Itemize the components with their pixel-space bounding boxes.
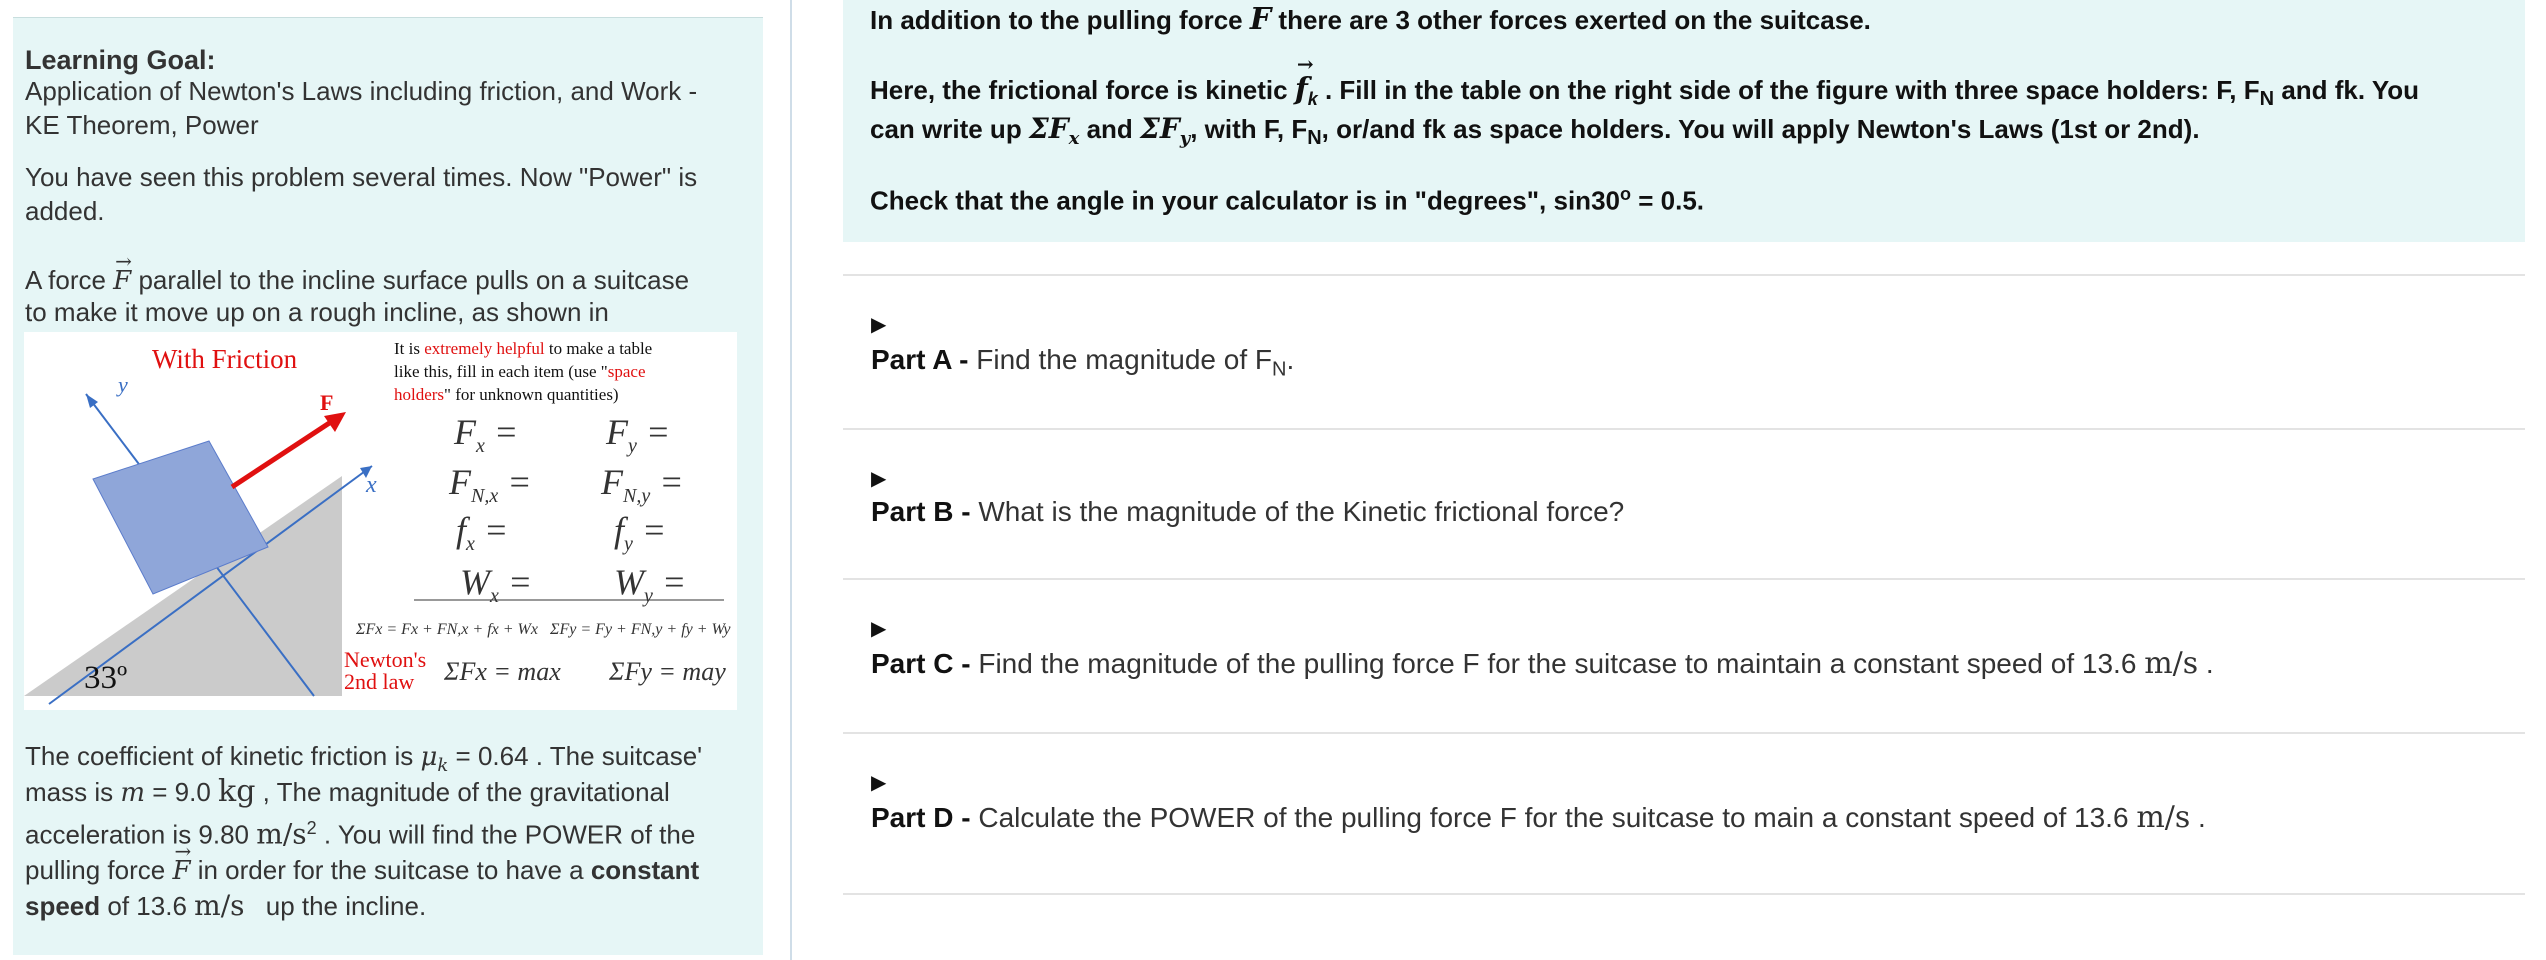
table-fny: $F_{N,y}$ = — [601, 462, 684, 507]
instr4-prefix: Check that the angle in your calculator is in "degrees", sin30 — [870, 185, 1620, 216]
pulling-force-line — [25, 852, 699, 889]
table-wx: $W_x$ = — [460, 562, 533, 607]
column-divider — [790, 0, 792, 960]
table-fy: $F_y$ = — [606, 412, 671, 457]
part-d-id: Part D - — [871, 802, 971, 833]
mass-value: = 9.0 — [152, 777, 211, 807]
newton-label-1: Newton's — [344, 647, 427, 672]
speed-unit: m/s — [194, 889, 245, 922]
part-a-section[interactable] — [843, 274, 2525, 430]
parts-bottom-rule — [843, 893, 2525, 895]
part-c-section[interactable] — [843, 578, 2525, 734]
instr1-force-symbol: F — [1249, 2, 1272, 37]
table-fnx: $F_{N,x}$ = — [449, 462, 532, 507]
coef-prefix: The coefficient of kinetic friction is — [25, 741, 414, 771]
x-axis-label: x — [366, 472, 377, 498]
table-fx: $F_x$ = — [454, 412, 519, 457]
y-axis-label: y — [118, 372, 128, 397]
sum-equation-x: ΣFx = Fx + FN,x + fx + Wx — [356, 621, 538, 638]
acceleration-line — [25, 810, 695, 853]
instr2-friction-sub: k — [1307, 89, 1318, 110]
incline-diagram — [24, 332, 737, 710]
part-d-expand-icon[interactable]: ▶ — [871, 772, 887, 794]
pull-prefix: pulling force — [25, 855, 166, 885]
part-d-label[interactable] — [871, 800, 2206, 835]
instr3-n-sub: N — [1307, 127, 1322, 150]
part-b-id: Part B - — [871, 496, 971, 527]
table-wy: $W_y$ = — [614, 562, 687, 607]
instruction-line1 — [870, 2, 1871, 37]
learning-goal-heading: Learning Goal: — [25, 45, 216, 75]
instr3-sum-y-sub: y — [1179, 128, 1191, 150]
part-a-subscript: N — [1272, 358, 1287, 381]
instr2-suffix: and fk. You — [2281, 75, 2420, 105]
force-desc-prefix: A force — [25, 265, 106, 295]
table-note-line1: It is extremely helpful to make a table — [394, 339, 653, 358]
part-c-speed-unit: m/s — [2144, 646, 2199, 681]
force-label: F — [320, 390, 334, 415]
part-c-label[interactable] — [871, 646, 2214, 681]
force-vector-symbol: → F — [113, 263, 131, 299]
part-c-expand-icon[interactable]: ▶ — [871, 618, 887, 640]
force-table — [448, 412, 686, 607]
part-a-expand-icon[interactable]: ▶ — [871, 314, 887, 336]
part-d-speed-unit: m/s — [2136, 800, 2191, 835]
accel-unit: m/s — [256, 817, 307, 851]
instr3-and: and — [1086, 114, 1133, 144]
coef-value: = 0.64 . The suitcase' — [455, 741, 703, 771]
instr3-sum-x-sub: x — [1068, 128, 1080, 150]
force-desc-suffix: parallel to the incline surface pulls on a suitcase — [138, 265, 690, 295]
figure-title: With Friction — [152, 344, 298, 374]
instr4-suffix: = 0.5. — [1638, 185, 1705, 216]
instruction-line4 — [870, 184, 1704, 217]
instr3-suffix: , or/and fk as space holders. You will apply Newton's Laws (1st or 2nd). — [1321, 114, 2200, 144]
pull-force-vector: → F — [172, 853, 190, 889]
instr2-friction-symbol: → f — [1295, 72, 1308, 107]
instr3-middle: , with F, F — [1190, 114, 1308, 144]
mu-symbol: μ — [420, 742, 438, 772]
instr3-sum-y: ΣF — [1140, 112, 1180, 145]
accel-exponent: 2 — [306, 818, 317, 838]
incline-figure — [24, 332, 737, 710]
instr1-suffix: there are 3 other forces exerted on the suitcase. — [1278, 5, 1871, 35]
part-b-label[interactable] — [871, 496, 1624, 528]
part-c-tail: . — [2198, 648, 2214, 679]
newton-equation-x: ΣFx = max — [444, 657, 561, 686]
part-a-label[interactable] — [871, 344, 1294, 382]
accel-prefix: acceleration is 9.80 — [25, 819, 250, 850]
part-d-tail: . — [2190, 802, 2206, 833]
instr3-sum-x: ΣF — [1028, 112, 1069, 145]
instructions-box — [843, 0, 2525, 242]
accel-suffix: . You will find the POWER of the — [323, 819, 696, 850]
part-a-tail: . — [1286, 344, 1295, 375]
mass-symbol: m — [120, 778, 146, 808]
newton-label-2: 2nd law — [344, 669, 415, 694]
table-fry: $f_y$ = — [614, 510, 667, 555]
speed-emphasis: speed — [25, 891, 101, 921]
mass-unit: kg — [218, 774, 256, 809]
pull-middle: in order for the suitcase to have a — [197, 855, 584, 885]
instr2-prefix: Here, the frictional force is kinetic — [870, 75, 1288, 105]
part-d-section[interactable] — [843, 732, 2525, 895]
part-b-expand-icon[interactable]: ▶ — [871, 468, 887, 490]
part-c-text: Find the magnitude of the pulling force F for the suitcase to maintain a constant speed of 13.6 — [978, 648, 2137, 679]
force-description-line2: to make it move up on a rough incline, as shown in — [25, 297, 609, 327]
instr2-middle: . Fill in the table on the right side of the figure with three space holders: F, F — [1324, 75, 2260, 105]
part-b-section[interactable] — [843, 428, 2525, 580]
table-frx: $f_x$ = — [456, 510, 509, 555]
learning-goal-text: Application of Newton's Laws including friction, and Work - KE Theorem, Power — [25, 76, 698, 140]
part-b-text: What is the magnitude of the Kinetic frictional force? — [978, 496, 1625, 527]
force-arrow — [232, 416, 340, 487]
mu-subscript: k — [437, 755, 449, 777]
instr3-prefix: can write up — [870, 114, 1022, 144]
newton-equation-y: ΣFy = may — [609, 657, 726, 686]
instruction-line3 — [870, 112, 2200, 150]
instruction-line2 — [870, 72, 2419, 111]
mass-prefix: mass is — [25, 777, 114, 807]
angle-label: 33º — [84, 660, 128, 696]
instr2-n-sub: N — [2259, 88, 2275, 111]
part-c-id: Part C - — [871, 648, 971, 679]
part-a-id: Part A - — [871, 344, 969, 375]
part-a-text: Find the magnitude of F — [976, 344, 1273, 375]
sum-equation-y: ΣFy = Fy + FN,y + fy + Wy — [550, 621, 731, 638]
instr1-prefix: In addition to the pulling force — [870, 5, 1243, 35]
speed-prefix: of 13.6 — [107, 891, 187, 921]
constant-emphasis: constant — [590, 855, 700, 885]
table-note-line3: holders" for unknown quantities) — [394, 385, 619, 404]
instr4-degree: o — [1620, 184, 1631, 204]
mass-line — [25, 774, 670, 811]
speed-suffix: up the incline. — [265, 891, 427, 921]
speed-line — [25, 888, 426, 924]
table-note-line2: like this, fill in each item (use "space — [394, 362, 646, 381]
intro-text: You have seen this problem several times. Now "Power" is added. — [25, 162, 698, 226]
part-d-text: Calculate the POWER of the pulling force F for the suitcase to main a constant speed of 13.6 — [978, 802, 2129, 833]
mass-suffix: , The magnitude of the gravitational — [262, 777, 670, 807]
